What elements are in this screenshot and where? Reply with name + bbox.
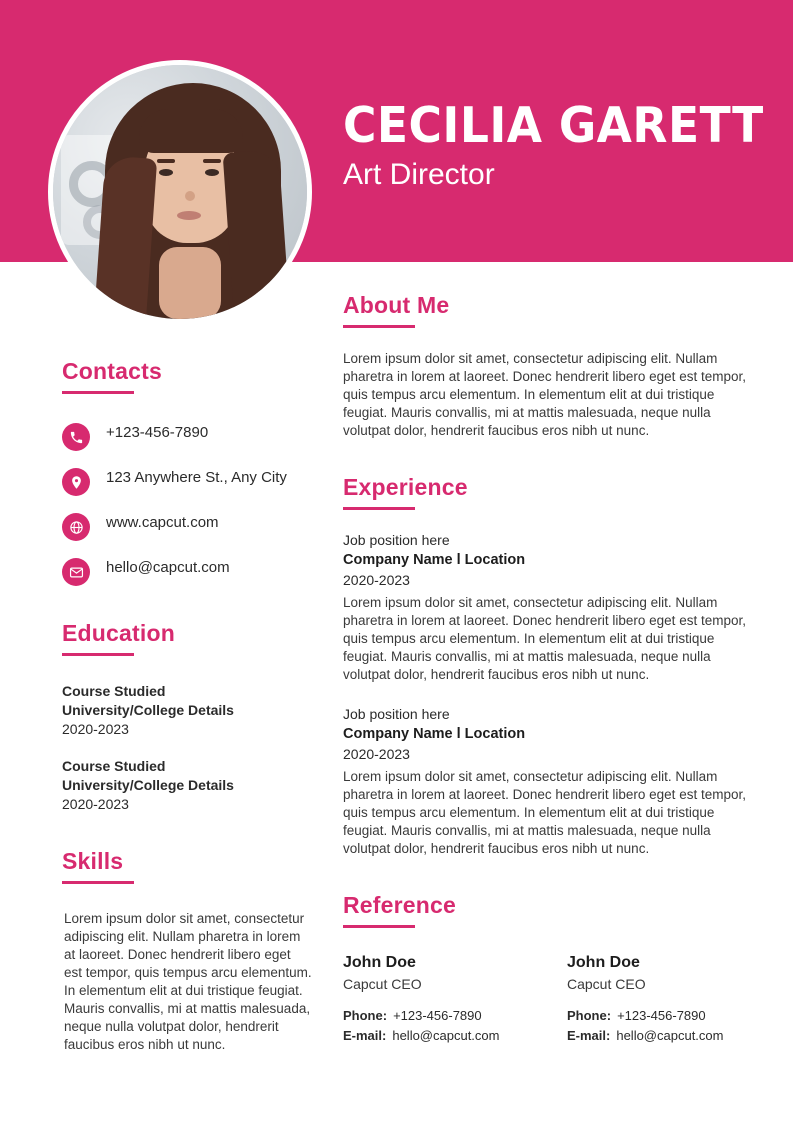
contact-item-email[interactable] <box>62 557 312 586</box>
reference-email-row <box>567 1026 749 1046</box>
header-name-block <box>343 97 764 192</box>
contact-item-website[interactable] <box>62 512 312 541</box>
reference-role: Capcut CEO <box>343 976 422 992</box>
location-pin-icon <box>62 468 90 496</box>
skills-heading: Skills <box>62 848 124 874</box>
contacts-heading-rule <box>62 391 134 394</box>
contact-email-text: hello@capcut.com <box>106 559 230 576</box>
reference-name: John Doe <box>343 954 416 971</box>
education-years: 2020-2023 <box>62 796 129 812</box>
photo-fringe <box>139 109 243 153</box>
left-column <box>62 358 312 1054</box>
page-title: CECILIA GARETT <box>343 97 764 154</box>
about-body: Lorem ipsum dolor sit amet, consectetur adipiscing elit. Nullam pharetra in lorem at laoreet. Donec hendrerit libero eget est tempor, quis tempus arcu elementum. In elementum elit at dui tristique feugiat. Mauris convallis, mi at mattis malesuada, neque nulla volutpat dolor, hendrerit faucibus eros nibh ut nunc. <box>343 351 746 438</box>
photo-hair-right <box>223 149 292 324</box>
reference-role: Capcut CEO <box>567 976 646 992</box>
contacts-list <box>62 422 312 586</box>
reference-card <box>343 952 525 1046</box>
experience-position: Job position here <box>343 706 450 722</box>
experience-section <box>343 474 753 858</box>
reference-phone-value: +123-456-7890 <box>617 1008 706 1023</box>
education-school: University/College Details <box>62 777 234 793</box>
contact-item-phone[interactable] <box>62 422 312 451</box>
envelope-icon <box>62 558 90 586</box>
skills-heading-rule <box>62 881 134 884</box>
reference-name: John Doe <box>567 954 640 971</box>
photo-brow-right <box>203 159 221 163</box>
experience-company: Company Name l Location <box>343 726 526 742</box>
experience-heading: Experience <box>343 474 468 500</box>
contact-website-text: www.capcut.com <box>106 514 219 531</box>
reference-email-row <box>343 1026 525 1046</box>
experience-body: Lorem ipsum dolor sit amet, consectetur adipiscing elit. Nullam pharetra in lorem at laoreet. Donec hendrerit libero eget est tempor, quis tempus arcu elementum. In elementum elit at dui tristique feugiat. Mauris convallis, mi at mattis malesuada, neque nulla volutpat dolor, hendrerit faucibus eros nibh ut nunc. <box>343 595 746 682</box>
education-list <box>62 682 312 814</box>
education-heading-rule <box>62 653 134 656</box>
about-section <box>343 292 753 440</box>
reference-heading-rule <box>343 925 415 928</box>
globe-icon <box>62 513 90 541</box>
education-course: Course Studied <box>62 758 166 774</box>
contact-item-address[interactable] <box>62 467 312 496</box>
photo-brow-left <box>157 159 175 163</box>
reference-phone-row <box>343 1006 525 1026</box>
education-item <box>62 682 312 739</box>
education-course: Course Studied <box>62 683 166 699</box>
contact-phone-text: +123-456-7890 <box>106 424 209 441</box>
photo-lips <box>177 211 201 220</box>
reference-email-label: E-mail: <box>567 1028 611 1043</box>
contacts-section <box>62 358 312 586</box>
photo-nose <box>185 191 195 201</box>
reference-heading: Reference <box>343 892 457 918</box>
education-heading: Education <box>62 620 175 646</box>
reference-phone-value: +123-456-7890 <box>393 1008 482 1023</box>
education-item <box>62 757 312 814</box>
experience-body: Lorem ipsum dolor sit amet, consectetur adipiscing elit. Nullam pharetra in lorem at laoreet. Donec hendrerit libero eget est tempor, quis tempus arcu elementum. In elementum elit at dui tristique feugiat. Mauris convallis, mi at mattis malesuada, neque nulla volutpat dolor, hendrerit faucibus eros nibh ut nunc. <box>343 769 746 856</box>
experience-years: 2020-2023 <box>343 572 410 588</box>
experience-years: 2020-2023 <box>343 746 410 762</box>
experience-item <box>343 530 753 684</box>
avatar-image <box>53 65 307 319</box>
education-school: University/College Details <box>62 702 234 718</box>
reference-section <box>343 892 753 1046</box>
reference-phone-label: Phone: <box>567 1008 612 1023</box>
education-years: 2020-2023 <box>62 721 129 737</box>
about-heading-rule <box>343 325 415 328</box>
avatar <box>48 60 312 324</box>
experience-company: Company Name l Location <box>343 552 526 568</box>
experience-position: Job position here <box>343 532 450 548</box>
job-role: Art Director <box>343 158 495 191</box>
right-column <box>343 292 753 1046</box>
photo-eye-right <box>205 169 219 176</box>
skills-section <box>62 848 312 1054</box>
reference-card <box>567 952 749 1046</box>
reference-email-value: hello@capcut.com <box>616 1028 724 1043</box>
experience-heading-rule <box>343 507 415 510</box>
photo-eye-left <box>159 169 173 176</box>
reference-phone-row <box>567 1006 749 1026</box>
skills-body: Lorem ipsum dolor sit amet, consectetur adipiscing elit. Nullam pharetra in lorem at laoreet. Donec hendrerit libero eget est tempor, quis tempus arcu elementum. In elementum elit at dui tristique feugiat. Mauris convallis, mi at mattis malesuada, neque nulla volutpat dolor, hendrerit faucibus eros nibh ut nunc. <box>64 911 312 1052</box>
contact-address-text: 123 Anywhere St., Any City <box>106 469 287 486</box>
about-heading: About Me <box>343 292 450 318</box>
contacts-heading: Contacts <box>62 358 163 384</box>
photo-neck <box>159 247 221 319</box>
phone-icon <box>62 423 90 451</box>
experience-item <box>343 704 753 858</box>
reference-email-label: E-mail: <box>343 1028 387 1043</box>
education-section <box>62 620 312 814</box>
reference-list <box>343 952 753 1046</box>
reference-email-value: hello@capcut.com <box>392 1028 500 1043</box>
reference-phone-label: Phone: <box>343 1008 388 1023</box>
